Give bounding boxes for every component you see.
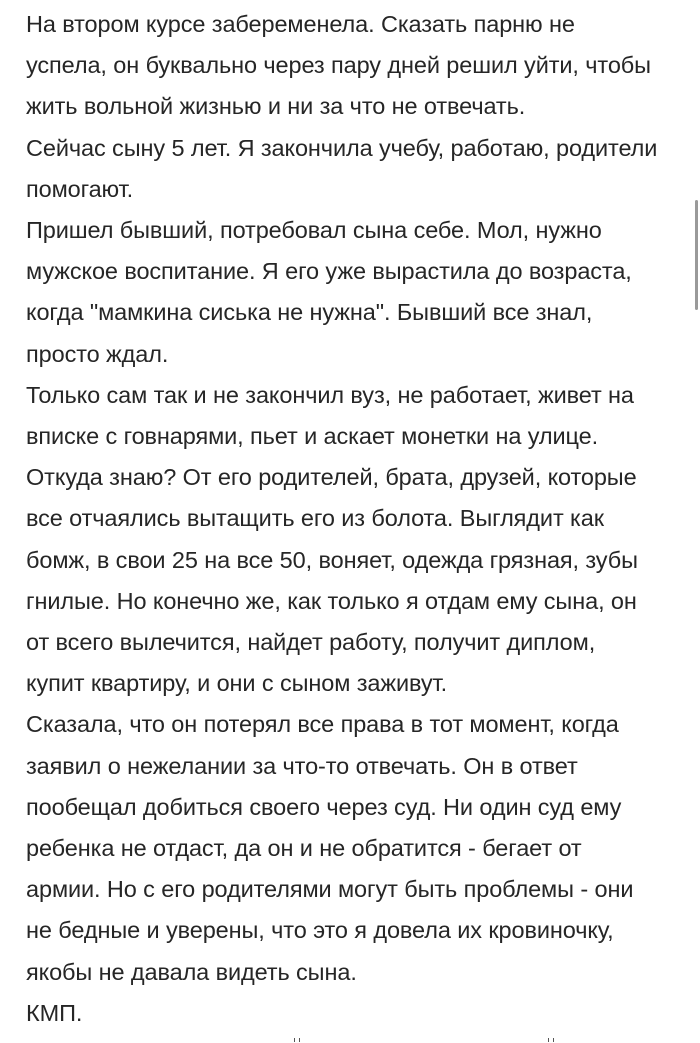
text-line: ребенка не отдаст, да он и не обратится - бегает от (26, 835, 582, 862)
text-line: помогают. (26, 175, 134, 202)
text-line: когда "мамкина сиська не нужна". Бывший все знал, (26, 299, 593, 326)
text-line: Только сам так и не закончил вуз, не работает, живет на (26, 381, 634, 408)
text-line: купит квартиру, и они с сыном заживут. (26, 670, 448, 697)
text-line: вписке с говнарями, пьет и аскает монетки на улице. (26, 423, 599, 450)
text-line: мужское воспитание. Я его уже вырастила до возраста, (26, 258, 632, 285)
text-line: армии. Но с его родителями могут быть проблемы - они (26, 876, 634, 903)
text-line: Пришел бывший, потребовал сына себе. Мол, нужно (26, 217, 602, 244)
cut-off-next-line (280, 1036, 580, 1043)
text-line: просто ждал. (26, 340, 169, 367)
text-line: КМП. (26, 999, 83, 1026)
scrollbar-thumb[interactable] (695, 200, 698, 310)
text-line: якобы не давала видеть сына. (26, 958, 357, 985)
text-line: все отчаялись вытащить его из болота. Выглядит как (26, 505, 604, 532)
text-line: пообещал добиться своего через суд. Ни один суд ему (26, 793, 622, 820)
text-line: жить вольной жизнью и ни за что не отвечать. (26, 93, 526, 120)
post-text (26, 4, 694, 1034)
text-line: бомж, в свои 25 на все 50, воняет, одежда грязная, зубы (26, 546, 638, 573)
text-line: заявил о нежелании за что-то отвечать. Он в ответ (26, 752, 578, 779)
text-line: Откуда знаю? От его родителей, брата, друзей, которые (26, 464, 637, 491)
text-line: успела, он буквально через пару дней решил уйти, чтобы (26, 52, 651, 79)
text-line: Сказала, что он потерял все права в тот момент, когда (26, 711, 619, 738)
text-line: Сейчас сыну 5 лет. Я закончила учебу, работаю, родители (26, 134, 658, 161)
text-line: от всего вылечится, найдет работу, получит диплом, (26, 629, 596, 656)
text-line: На втором курсе забеременела. Сказать парню не (26, 11, 575, 37)
text-line: не бедные и уверены, что это я довела их кровиночку, (26, 917, 614, 944)
text-line: гнилые. Но конечно же, как только я отдам ему сына, он (26, 587, 637, 614)
